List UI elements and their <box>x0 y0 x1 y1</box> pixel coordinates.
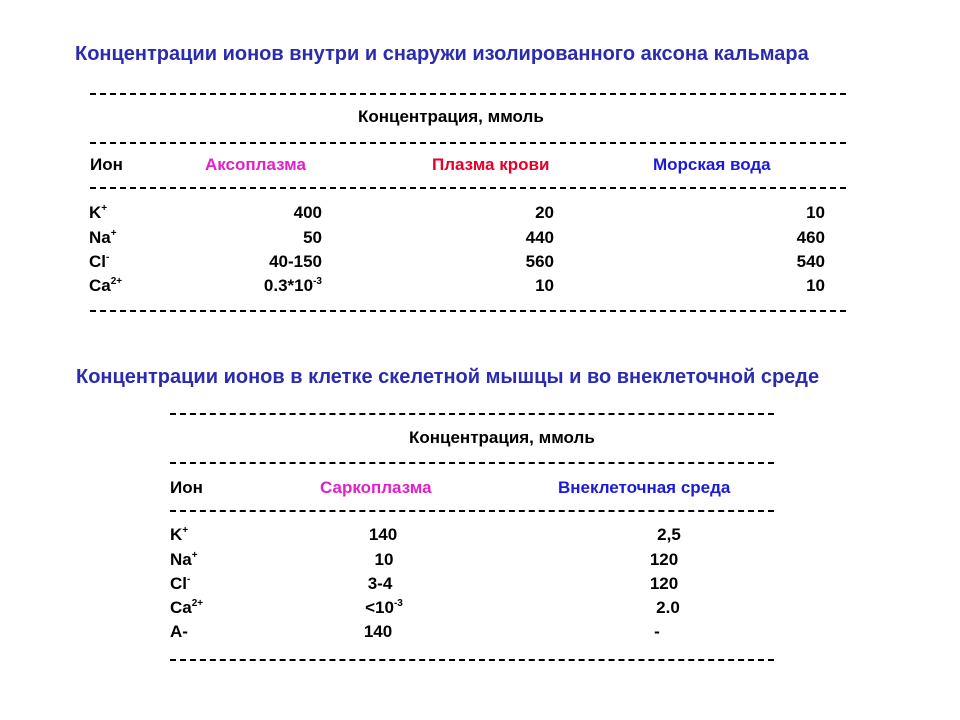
table1-rule-top <box>90 93 846 95</box>
table1-subheader: Концентрация, ммоль <box>358 107 544 126</box>
ion-label: $Ca^{2+}$ <box>89 276 123 295</box>
blood-plasma-value: 560 <box>525 252 554 271</box>
axoplasm-value: 40-150 <box>269 252 322 271</box>
table1-header-seawater: Морская вода <box>653 155 771 174</box>
axoplasm-value: $0.3*10^{-3}$ <box>263 276 322 295</box>
ion-label: Cl- <box>170 574 191 593</box>
seawater-value: 10 <box>806 276 825 295</box>
sarcoplasm-value: $<10^{-3}$ <box>365 598 403 617</box>
table2-rule-bottom <box>170 659 774 661</box>
table1-header-blood-plasma: Плазма крови <box>432 155 550 174</box>
extracellular-value: 2,5 <box>657 525 681 544</box>
sarcoplasm-value: 10 <box>374 550 394 569</box>
extracellular-value: 120 <box>649 574 679 593</box>
ion-label: A- <box>170 622 188 641</box>
blood-plasma-value: 440 <box>525 228 554 247</box>
table1-header-axoplasm: Аксоплазма <box>205 155 306 174</box>
blood-plasma-value: 10 <box>535 276 554 295</box>
ion-label: Cl- <box>89 252 110 271</box>
table2-rule-sub <box>170 462 774 464</box>
table1-title: Концентрации ионов внутри и снаружи изолированного аксона кальмара <box>75 43 809 65</box>
ion-label: K+ <box>89 203 108 222</box>
blood-plasma-value: 20 <box>535 203 554 222</box>
ion-label: Na+ <box>170 550 198 569</box>
extracellular-value: 120 <box>649 550 679 569</box>
axoplasm-value: 400 <box>293 203 322 222</box>
table2-rule-top <box>170 413 774 415</box>
table1-rule-bottom <box>90 310 846 312</box>
sarcoplasm-value: 140 <box>363 622 393 641</box>
ion-label: K+ <box>170 525 189 544</box>
sarcoplasm-value: 140 <box>368 525 398 544</box>
extracellular-value: 2.0 <box>656 598 680 617</box>
ion-label: Na+ <box>89 228 117 247</box>
table2-header-sarcoplasm: Саркоплазма <box>320 478 432 497</box>
table2-rule-head <box>170 510 774 512</box>
sarcoplasm-value: 3-4 <box>367 574 393 593</box>
axoplasm-value: 50 <box>303 228 322 247</box>
seawater-value: 460 <box>796 228 825 247</box>
table2-title: Концентрации ионов в клетке скелетной мышцы и во внеклеточной среде <box>76 366 820 388</box>
table2-header-extracellular: Внеклеточная среда <box>558 478 731 497</box>
seawater-value: 540 <box>796 252 825 271</box>
table1-rule-sub <box>90 142 846 144</box>
ion-label: $Ca^{2+}$ <box>170 598 204 617</box>
table1-rule-head <box>90 187 846 189</box>
table2-subheader: Концентрация, ммоль <box>409 428 595 447</box>
table2-header-ion: Ион <box>170 478 203 497</box>
seawater-value: 10 <box>806 203 825 222</box>
extracellular-value: - <box>654 622 660 641</box>
table1-header-ion: Ион <box>90 155 123 174</box>
